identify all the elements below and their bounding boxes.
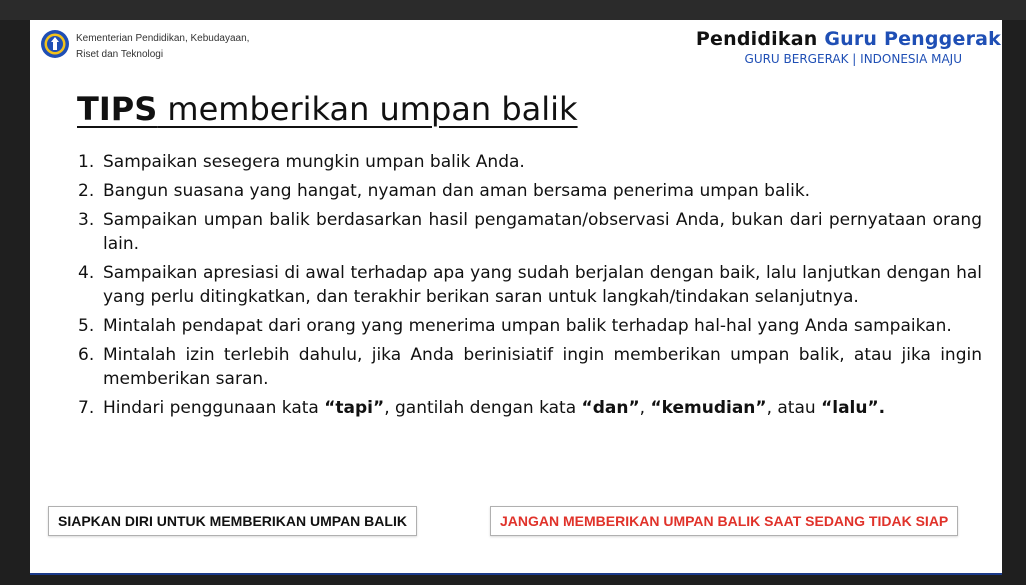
tip-keyword-kemudian: “kemudian”	[650, 398, 767, 418]
tip-text: Mintalah pendapat dari orang yang menerima umpan balik terhadap hal-hal yang Anda sampaikan.	[103, 316, 952, 336]
tut-wuri-handayani-logo-icon	[40, 29, 70, 59]
tip-text-part: , atau	[766, 398, 822, 418]
tip-number: 2.	[78, 181, 95, 201]
tip-text-part: , gantilah dengan kata	[384, 398, 582, 418]
window-top-bar	[0, 0, 1026, 20]
ministry-name	[76, 31, 249, 63]
slide-title-rest: memberikan umpan balik	[157, 90, 578, 128]
prepare-yourself-button[interactable]: SIAPKAN DIRI UNTUK MEMBERIKAN UMPAN BALIK	[48, 506, 417, 536]
tip-number: 1.	[78, 152, 95, 172]
tip-item	[78, 261, 982, 309]
tip-text: Sampaikan umpan balik berdasarkan hasil pengamatan/observasi Anda, bukan dari pernyataan orang lain.	[103, 210, 982, 254]
tip-text: Mintalah izin terlebih dahulu, jika Anda berinisiatif ingin memberikan umpan balik, atau jika ingin memberikan saran.	[103, 345, 982, 389]
tip-text: Sampaikan apresiasi di awal terhadap apa yang sudah berjalan dengan baik, lalu lanjutkan dengan hal yang perlu ditingkatkan, dan terakhir berikan saran untuk langkah/tindakan selanjutnya.	[103, 263, 982, 307]
tip-number: 7.	[78, 398, 95, 418]
tip-item	[78, 208, 982, 256]
tip-item	[78, 314, 982, 338]
slide-title	[77, 90, 578, 128]
slide-title-bold: TIPS	[77, 90, 158, 128]
brand-title	[672, 28, 1002, 50]
slide	[30, 20, 1002, 575]
ministry-line-2: Riset dan Teknologi	[76, 49, 164, 60]
tip-keyword-lalu: “lalu”.	[821, 398, 886, 418]
tip-text: Bangun suasana yang hangat, nyaman dan aman bersama penerima umpan balik.	[103, 181, 811, 201]
tip-text-part: Hindari penggunaan kata	[103, 398, 325, 418]
ministry-line-1: Kementerian Pendidikan, Kebudayaan,	[76, 33, 250, 44]
brand-title-part-2: Guru Penggerak	[824, 28, 1001, 50]
tip-keyword-tapi: “tapi”	[324, 398, 385, 418]
tips-list	[78, 150, 982, 425]
tip-text-part: ,	[639, 398, 651, 418]
tip-item	[78, 150, 982, 174]
program-brand	[672, 28, 1002, 66]
brand-tagline: GURU BERGERAK | INDONESIA MAJU	[744, 52, 962, 66]
tip-number: 6.	[78, 345, 95, 365]
tip-number: 3.	[78, 210, 95, 230]
tip-item	[78, 343, 982, 391]
tip-item	[78, 179, 982, 203]
tip-number: 4.	[78, 263, 95, 283]
tip-item	[78, 396, 982, 420]
brand-title-part-1: Pendidikan	[695, 28, 818, 50]
tip-text: Sampaikan sesegera mungkin umpan balik Anda.	[103, 152, 525, 172]
do-not-give-feedback-button[interactable]: JANGAN MEMBERIKAN UMPAN BALIK SAAT SEDANG TIDAK SIAP	[490, 506, 958, 536]
tip-number: 5.	[78, 316, 95, 336]
tip-keyword-dan: “dan”	[581, 398, 640, 418]
